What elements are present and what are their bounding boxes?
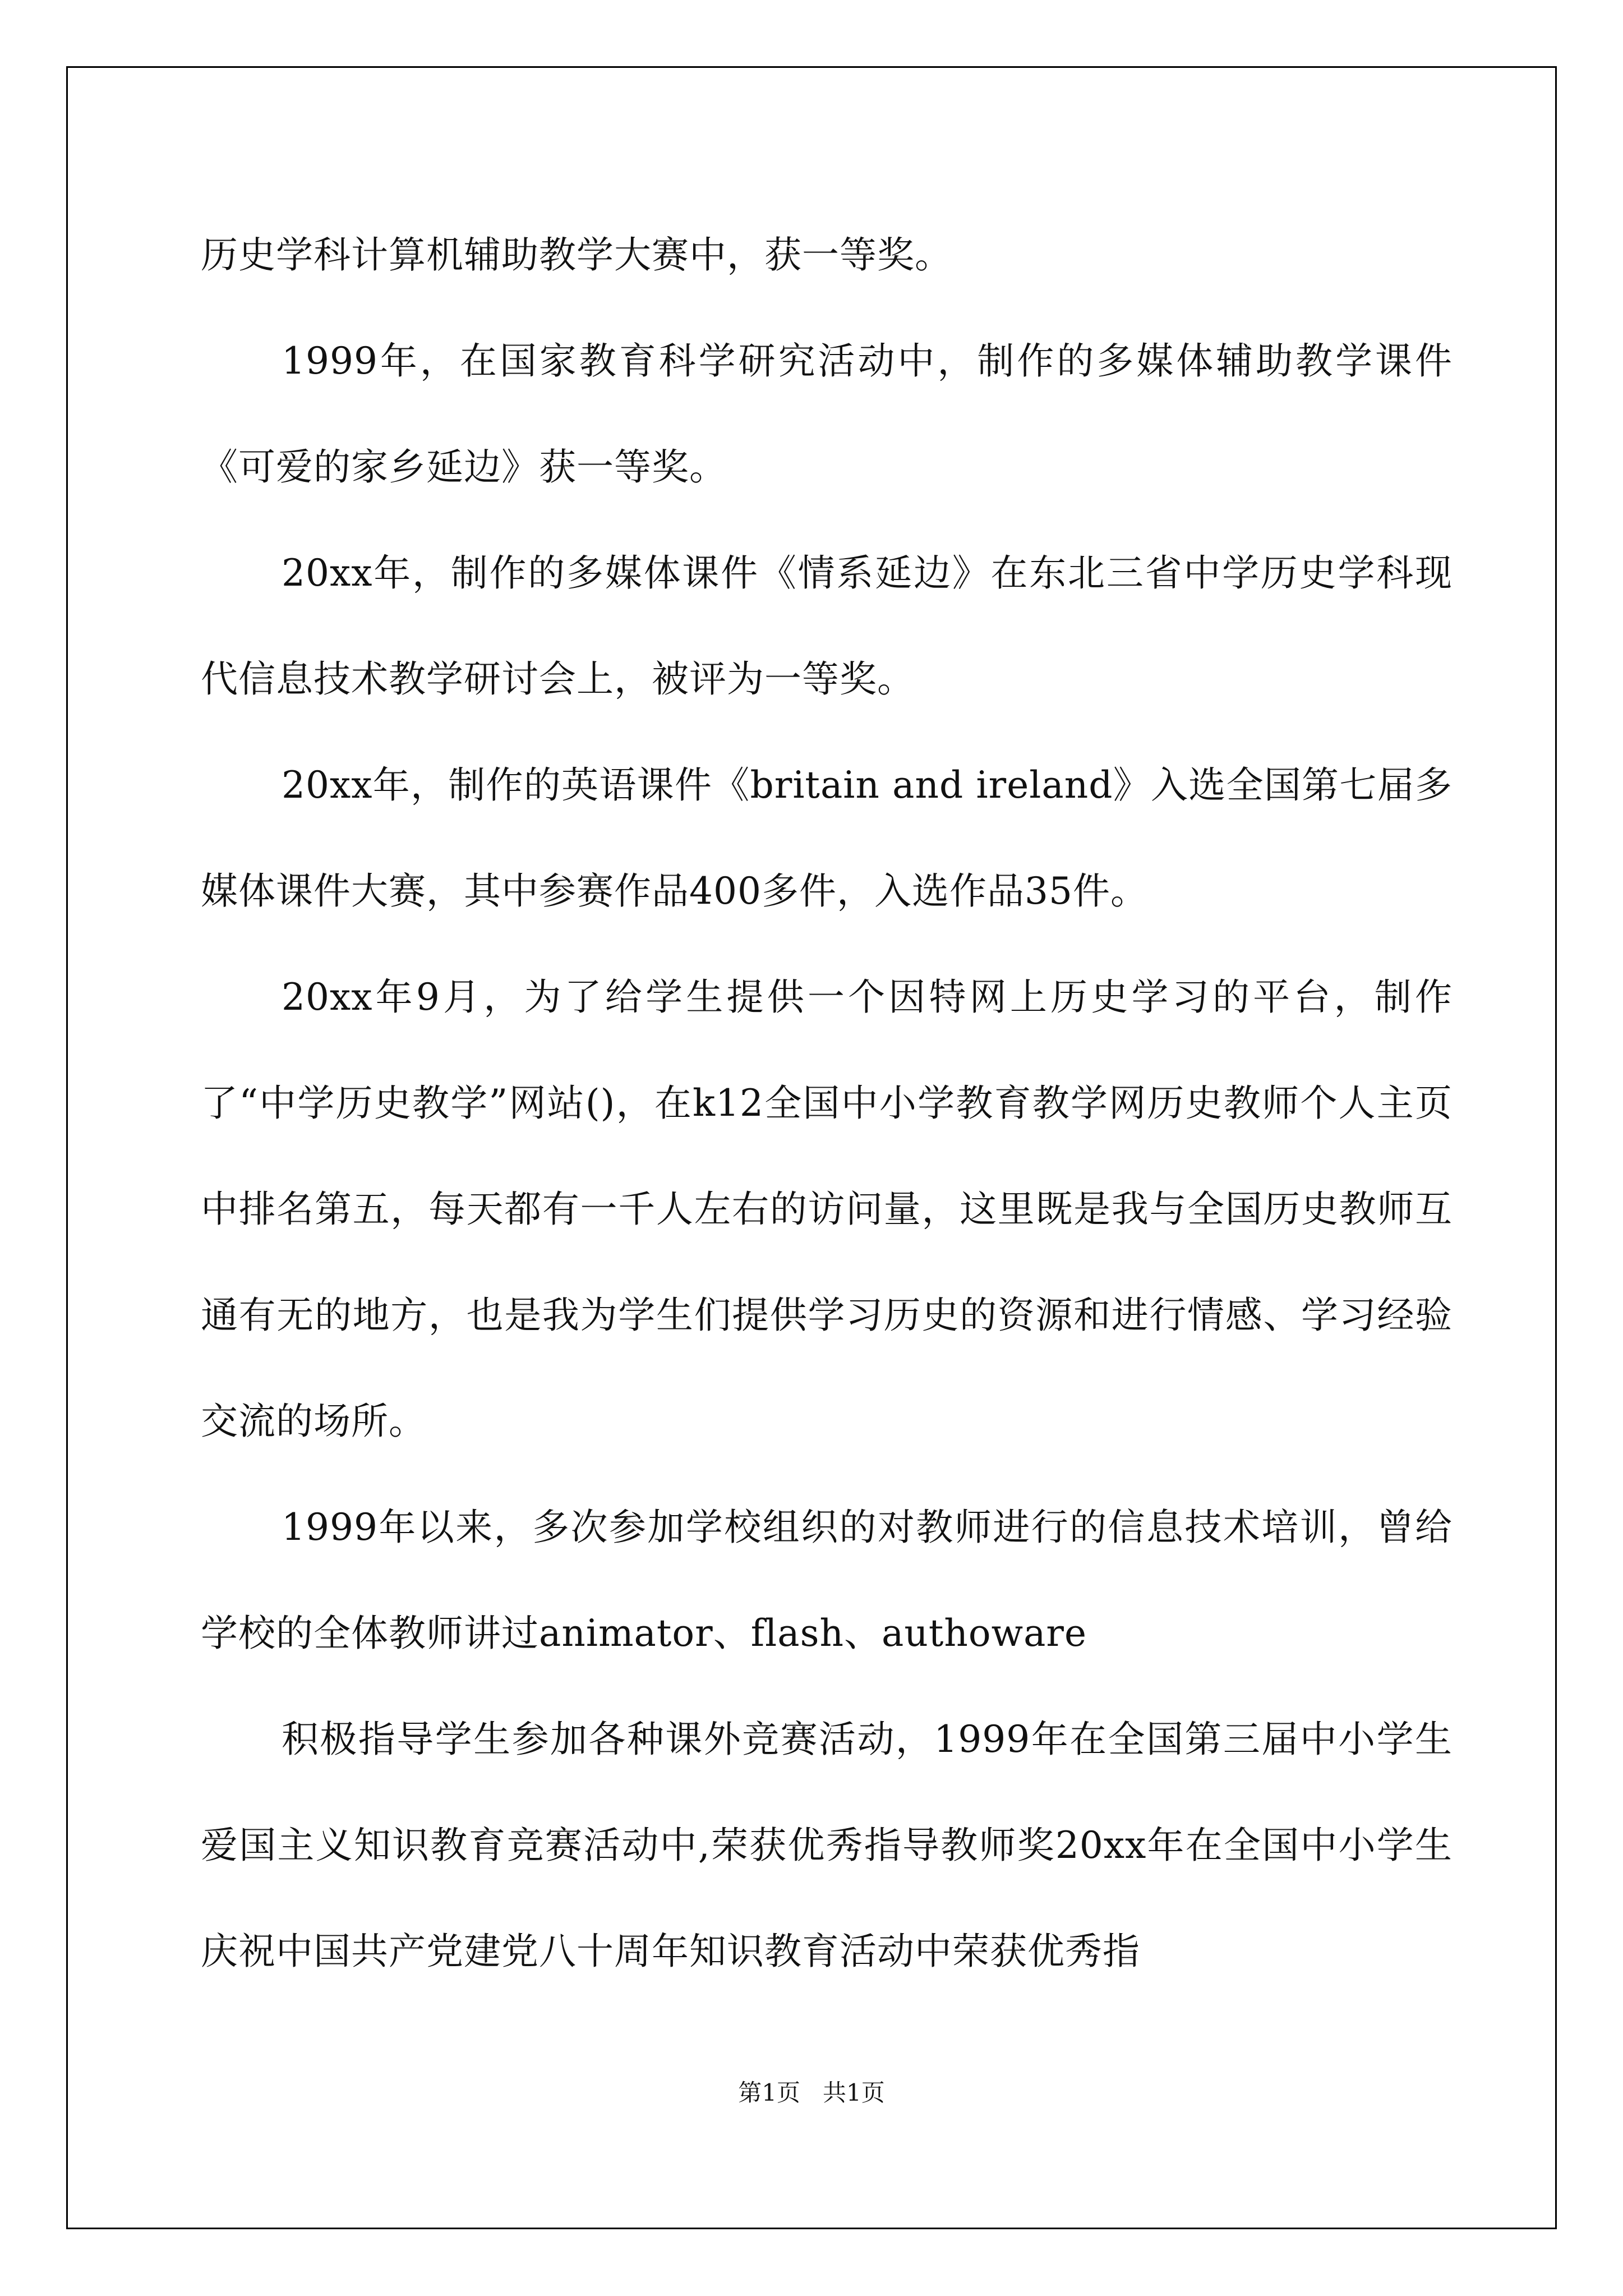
paragraph-5: 20xx年9月，为了给学生提供一个因特网上历史学习的平台，制作了“中学历史教学”网站()，在k12全国中小学教育教学网历史教师个人主页中排名第五，每天都有一千人左右的访问量，这里既是我与全国历史教师互通有无的地方，也是我为学生们提供学习历史的资源和进行情感、学习经验交流的场所。 — [201, 976, 1453, 1443]
page-number-footer: 第1页 共1页 — [738, 2079, 885, 2106]
paragraph-1: 历史学科计算机辅助教学大赛中，获一等奖。 — [201, 233, 952, 277]
paragraph-3: 20xx年，制作的多媒体课件《情系延边》在东北三省中学历史学科现代信息技术教学研讨会上，被评为一等奖。 — [201, 551, 1453, 701]
paragraph-4: 20xx年，制作的英语课件《britain and ireland》入选全国第七届多媒体课件大赛，其中参赛作品400多件，入选作品35件。 — [201, 763, 1453, 913]
document-body — [201, 202, 1453, 2004]
paragraph-6: 1999年以来，多次参加学校组织的对教师进行的信息技术培训，曾给学校的全体教师讲过animator、flash、authoware — [201, 1506, 1453, 1655]
paragraph-7: 积极指导学生参加各种课外竞赛活动，1999年在全国第三届中小学生爱国主义知识教育竞赛活动中,荣获优秀指导教师奖20xx年在全国中小学生庆祝中国共产党建党八十周年知识教育活动中荣获优秀指 — [201, 1718, 1453, 1973]
paragraph-2: 1999年，在国家教育科学研究活动中，制作的多媒体辅助教学课件《可爱的家乡延边》获一等奖。 — [201, 339, 1453, 489]
